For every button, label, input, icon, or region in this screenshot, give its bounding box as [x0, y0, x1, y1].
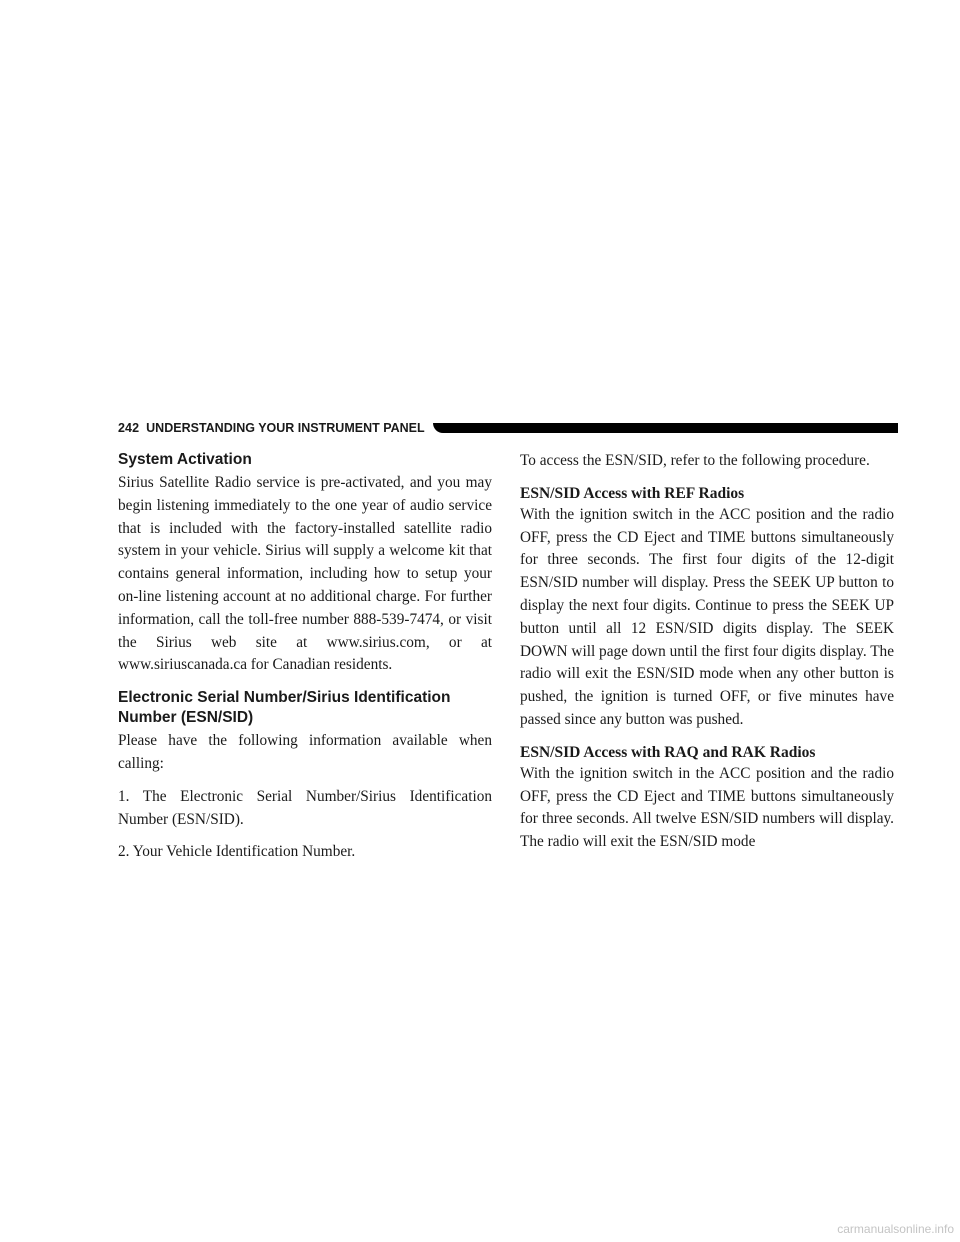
page-number: 242 [118, 421, 140, 435]
esn-heading [118, 688, 492, 728]
esn-heading-line1: Electronic Serial Number/Sirius Identification [118, 689, 451, 707]
system-activation-text: Sirius Satellite Radio service is pre-activated, and you may begin listening immediately to the one year of audio service that is included with the factory-installed satellite radio system in your vehicle. Sirius will supply a welcome kit that contains general information, including how to setup your on-line listening account at no additional charge. For further information, call the toll-free number 888-539-7474, or visit the Sirius web site at www.sirius.com, or at www.siriuscanada.ca for Canadian residents. [118, 474, 492, 674]
ref-radios-heading: ESN/SID Access with REF Radios [520, 484, 745, 502]
left-column [118, 450, 492, 864]
raq-rak-radios-heading: ESN/SID Access with RAQ and RAK Radios [520, 743, 816, 761]
raq-rak-radios-text: With the ignition switch in the ACC position and the radio OFF, press the CD Eject and TIME buttons simultaneously for three seconds. All twelve ESN/SID numbers will display. The radio will exit the ESN/SID mode [520, 764, 894, 851]
header-rule [433, 423, 898, 433]
right-column [520, 450, 894, 854]
ref-radios-text: With the ignition switch in the ACC position and the radio OFF, press the CD Eject and TIME buttons simultaneously for three seconds. The first four digits of the 12-digit ESN/SID number will display. Press the SEEK UP button to display the next four digits. Continue to press the SEEK UP button until all 12 ESN/SID digits display. The SEEK DOWN will page down until the first four digits display. The radio will exit the ESN/SID mode when any other button is pushed, the ignition is turned OFF, or five minutes have passed since any button was pushed. [520, 505, 894, 728]
access-intro-text: To access the ESN/SID, refer to the following procedure. [520, 452, 870, 469]
esn-intro-text: Please have the following information available when calling: [118, 732, 492, 772]
esn-heading-line2: Number (ESN/SID) [118, 709, 254, 727]
system-activation-heading: System Activation [118, 451, 252, 468]
watermark-text: carmanualsonline.info [837, 1222, 954, 1236]
page-header [118, 419, 898, 437]
list-item-vin: 2. Your Vehicle Identification Number. [118, 843, 356, 861]
list-item-esn: 1. The Electronic Serial Number/Sirius Identification Number (ESN/SID). [118, 787, 492, 828]
chapter-title: UNDERSTANDING YOUR INSTRUMENT PANEL [146, 421, 425, 435]
